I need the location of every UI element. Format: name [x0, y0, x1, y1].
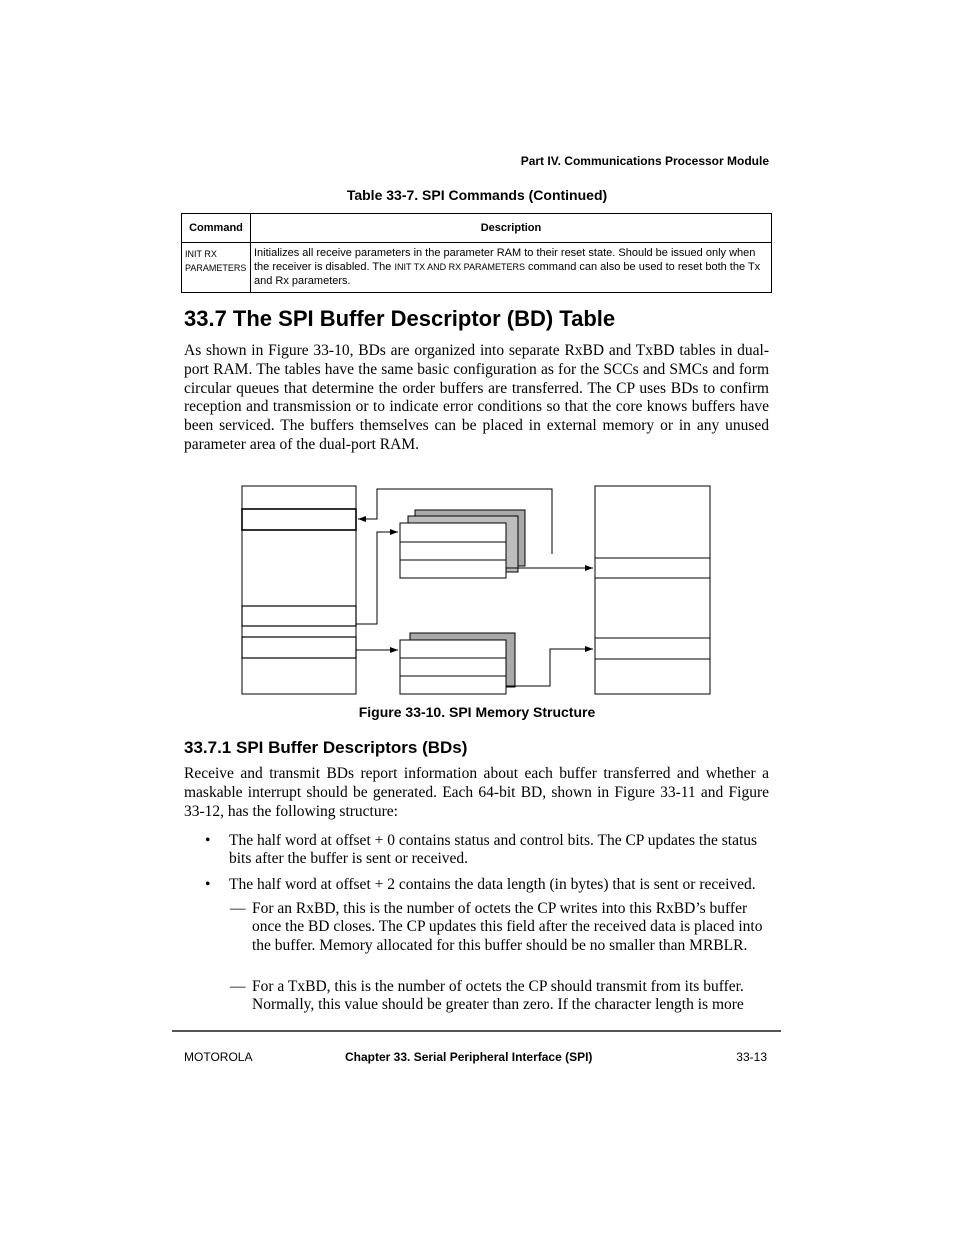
section-heading: 33.7 The SPI Buffer Descriptor (BD) Table — [184, 306, 616, 331]
description-command-ref: INIT TX AND RX PARAMETERS — [394, 262, 525, 272]
table-row — [182, 243, 772, 293]
description-text-2: command can also be used to reset both the Tx and Rx parameters. — [254, 261, 761, 287]
sub-list-item-text: For an RxBD, this is the number of octets the CP writes into this RxBD’s buffer once the BD closes. The CP updates this field after the received data is placed into the buffer. Memory allocated for this buffer should be no smaller than MRBLR. — [252, 900, 763, 954]
footer-rule — [172, 1030, 781, 1032]
page-number: 33-13 — [736, 1050, 767, 1064]
rxbd-table — [400, 523, 506, 578]
sub-list-item-text: For a TxBD, this is the number of octets the CP should transmit from its buffer. Normally, this value should be greater than zero. If the character length is more — [252, 978, 744, 1014]
section-paragraph: As shown in Figure 33-10, BDs are organized into separate RxBD and TxBD tables in dual-port RAM. The tables have the same basic configuration as for the SCCs and SMCs and form circular queues that determine the order buffers are transferred. The CP uses BDs to confirm reception and transmission or to indicate error conditions so that the core knows buffers have been serviced. The buffers themselves can be placed in external memory or in any unused parameter area of the dual-port RAM. — [184, 342, 769, 453]
buffer-memory-block — [595, 486, 710, 694]
running-head: Part IV. Communications Processor Module — [520, 154, 769, 168]
list-item-text: The half word at offset + 2 contains the data length (in bytes) that is sent or received. — [229, 876, 756, 893]
rx-pointer-arrow — [356, 532, 398, 624]
footer-chapter: Chapter 33. Serial Peripheral Interface (SPI) — [345, 1050, 593, 1064]
dash-mark: — — [230, 978, 246, 995]
column-header-description: Description — [251, 214, 772, 243]
commands-table — [181, 213, 772, 293]
parameter-ram-block — [242, 486, 356, 694]
column-header-command: Command — [182, 214, 251, 243]
subsection-paragraph: Receive and transmit BDs report information about each buffer transferred and whether a maskable interrupt should be generated. Each 64-bit BD, shown in Figure 33-11 and Figure 33-12, has the following structure: — [184, 765, 769, 820]
command-name-line2: PARAMETERS — [185, 263, 247, 273]
txbd-to-buffer-arrow — [506, 649, 593, 686]
bullet-mark: • — [205, 832, 211, 849]
subsection-heading: 33.7.1 SPI Buffer Descriptors (BDs) — [184, 738, 468, 757]
figure-caption: Figure 33-10. SPI Memory Structure — [358, 704, 596, 720]
command-cell — [182, 243, 251, 293]
txbd-table — [400, 640, 506, 694]
description-cell — [251, 243, 772, 293]
description-text-1: Initializes all receive parameters in the parameter RAM to their reset state. Should be issued only when the receiver is disabled. The — [254, 247, 756, 273]
footer-publisher: MOTOROLA — [184, 1050, 253, 1064]
command-name-line1: INIT RX — [185, 249, 217, 259]
table-header-row — [182, 214, 772, 243]
table-title: Table 33-7. SPI Commands (Continued) — [346, 187, 608, 203]
spi-memory-structure-figure — [230, 480, 730, 702]
list-item-text: The half word at offset + 0 contains status and control bits. The CP updates the status bits after the buffer is sent or received. — [229, 832, 758, 868]
dash-mark: — — [230, 900, 246, 917]
bullet-mark: • — [205, 876, 211, 893]
